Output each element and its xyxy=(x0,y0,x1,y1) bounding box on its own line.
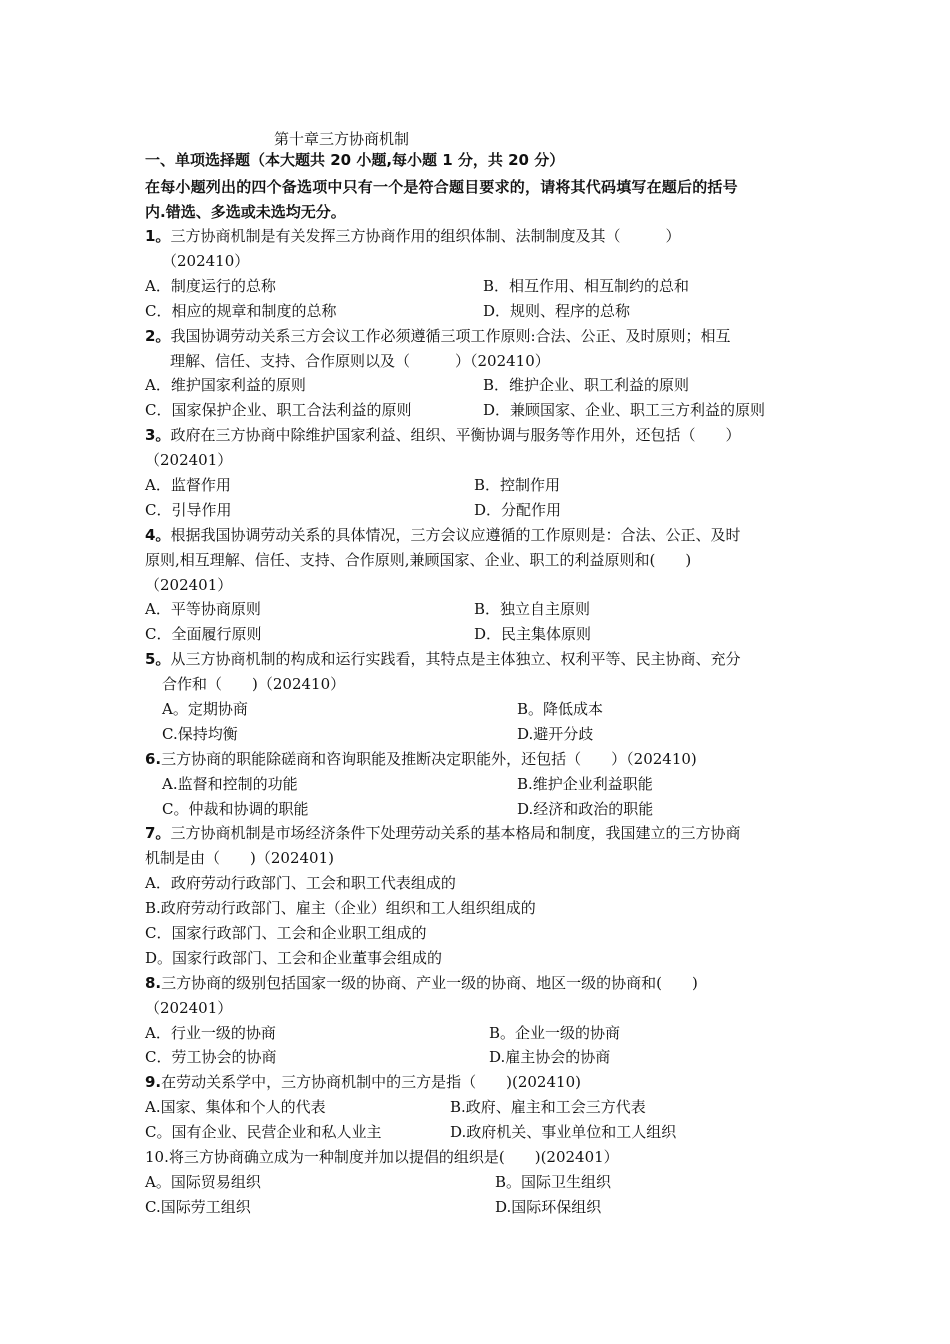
question-7-stem-cont: 机制是由（ )（202401) xyxy=(145,849,334,867)
question-10-option-d: D.国际环保组织 xyxy=(495,1198,602,1216)
question-9-option-a: A.国家、集体和个人的代表 xyxy=(145,1098,326,1116)
question-8-option-a: A．行业一级的协商 xyxy=(145,1024,276,1042)
question-6-option-b: B.维护企业利益职能 xyxy=(517,775,653,793)
question-7-stem: 7。三方协商机制是市场经济条件下处理劳动关系的基本格局和制度，我国建立的三方协商 xyxy=(145,824,741,842)
question-2-stem: 2。我国协调劳动关系三方会议工作必须遵循三项工作原则:合法、公正、及时原则；相互 xyxy=(145,327,731,345)
question-4-option-c: C．全面履行原则 xyxy=(145,625,262,643)
instruction-line-2: 内.错选、多选或未选均无分。 xyxy=(145,203,346,221)
question-9-option-d: D.政府机关、事业单位和工人组织 xyxy=(450,1123,677,1141)
question-6-option-d: D.经济和政治的职能 xyxy=(517,800,654,818)
chapter-title: 第十章三方协商机制 xyxy=(274,130,410,148)
section-heading: 一、单项选择题（本大题共 20 小题,每小题 1 分，共 20 分） xyxy=(145,151,565,169)
question-5-option-a: A。定期协商 xyxy=(162,700,248,718)
question-4-stem-cont-2: （202401） xyxy=(145,576,233,594)
question-4-stem-cont: 原则,相互理解、信任、支持、合作原则,兼顾国家、企业、职工的利益原则和( ) xyxy=(145,551,692,569)
question-3-option-c: C．引导作用 xyxy=(145,501,232,519)
question-5-stem: 5。从三方协商机制的构成和运行实践看，其特点是主体独立、权利平等、民主协商、充分 xyxy=(145,650,741,668)
question-5-option-b: B。降低成本 xyxy=(517,700,604,718)
question-5-stem-cont: 合作和（ )（202410） xyxy=(162,675,346,693)
question-1-option-d: D．规则、程序的总称 xyxy=(483,302,631,320)
question-5-option-c: C.保持均衡 xyxy=(162,725,238,743)
question-3-option-d: D．分配作用 xyxy=(474,501,562,519)
question-8-stem: 8.三方协商的级别包括国家一级的协商、产业一级的协商、地区一级的协商和( ) xyxy=(145,974,698,992)
instruction-line-1: 在每小题列出的四个备选项中只有一个是符合题目要求的，请将其代码填写在题后的括号 xyxy=(145,178,738,196)
question-2-option-b: B．维护企业、职工利益的原则 xyxy=(483,376,690,394)
question-3-option-a: A．监督作用 xyxy=(145,476,231,494)
question-9-option-c: C。国有企业、民营企业和私人业主 xyxy=(145,1123,382,1141)
question-10-option-c: C.国际劳工组织 xyxy=(145,1198,251,1216)
question-8-option-d: D.雇主协会的协商 xyxy=(489,1048,611,1066)
question-2-option-c: C．国家保护企业、职工合法利益的原则 xyxy=(145,401,412,419)
question-1-stem: 1。三方协商机制是有关发挥三方协商作用的组织体制、法制制度及其（ ） xyxy=(145,227,681,245)
question-8-option-b: B。企业一级的协商 xyxy=(489,1024,621,1042)
question-7-option-a: A．政府劳动行政部门、工会和职工代表组成的 xyxy=(145,874,456,892)
question-1-stem-cont: （202410） xyxy=(162,252,250,270)
question-7-option-d: D。国家行政部门、工会和企业董事会组成的 xyxy=(145,949,443,967)
question-6-option-c: C。仲裁和协调的职能 xyxy=(162,800,309,818)
question-10-option-b: B。国际卫生组织 xyxy=(495,1173,612,1191)
question-9-stem: 9.在劳动关系学中，三方协商机制中的三方是指（ )(202410) xyxy=(145,1073,581,1091)
question-9-option-b: B.政府、雇主和工会三方代表 xyxy=(450,1098,646,1116)
question-3-stem-cont: （202401） xyxy=(145,451,233,469)
question-2-option-a: A．维护国家利益的原则 xyxy=(145,376,306,394)
question-6-stem: 6.三方协商的职能除磋商和咨询职能及推断决定职能外，还包括（ ）（202410) xyxy=(145,750,697,768)
question-4-option-d: D．民主集体原则 xyxy=(474,625,592,643)
question-2-stem-cont: 理解、信任、支持、合作原则以及（ ）（202410） xyxy=(170,352,550,370)
question-2-option-d: D．兼顾国家、企业、职工三方利益的原则 xyxy=(483,401,766,419)
question-8-option-c: C．劳工协会的协商 xyxy=(145,1048,277,1066)
question-5-option-d: D.避开分歧 xyxy=(517,725,594,743)
question-4-option-a: A．平等协商原则 xyxy=(145,600,261,618)
question-10-stem: 10.将三方协商确立成为一种制度并加以提倡的组织是( )(202401） xyxy=(145,1148,619,1166)
question-3-stem: 3。政府在三方协商中除维护国家利益、组织、平衡协调与服务等作用外，还包括（ ） xyxy=(145,426,741,444)
question-1-option-a: A．制度运行的总称 xyxy=(145,277,276,295)
question-3-option-b: B．控制作用 xyxy=(474,476,561,494)
question-1-option-c: C．相应的规章和制度的总称 xyxy=(145,302,337,320)
question-1-option-b: B．相互作用、相互制约的总和 xyxy=(483,277,690,295)
question-4-option-b: B．独立自主原则 xyxy=(474,600,591,618)
question-6-option-a: A.监督和控制的功能 xyxy=(162,775,298,793)
question-10-option-a: A。国际贸易组织 xyxy=(145,1173,261,1191)
question-8-stem-cont: （202401） xyxy=(145,999,233,1017)
question-4-stem: 4。根据我国协调劳动关系的具体情况，三方会议应遵循的工作原则是：合法、公正、及时 xyxy=(145,526,741,544)
question-7-option-b: B.政府劳动行政部门、雇主（企业）组织和工人组织组成的 xyxy=(145,899,536,917)
question-7-option-c: C．国家行政部门、工会和企业职工组成的 xyxy=(145,924,427,942)
